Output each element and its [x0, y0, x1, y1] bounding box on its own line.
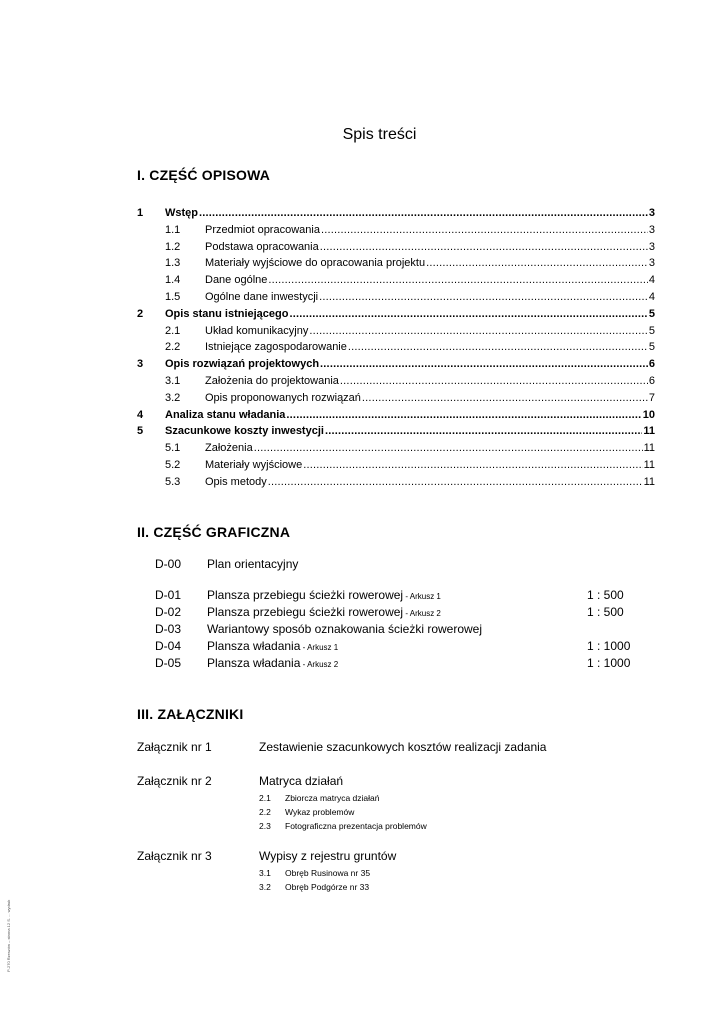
drawing-row	[155, 638, 655, 655]
annex-subitem-title: Wykaz problemów	[285, 807, 355, 817]
toc-page-number: 10	[642, 408, 655, 421]
drawing-code: D-02	[155, 605, 182, 619]
toc-leader-dots	[321, 222, 648, 239]
drawing-title-text: Plansza władania	[207, 656, 301, 670]
toc-title: Opis metody	[205, 475, 267, 488]
section-heading-annexes: III. ZAŁĄCZNIKI	[137, 706, 244, 722]
toc-number: 1.3	[165, 257, 181, 270]
toc-leader-dots	[362, 390, 648, 407]
toc-title: Przedmiot opracowania	[205, 223, 320, 236]
toc-leader-dots	[309, 323, 648, 340]
drawing-title-text: Plansza władania	[207, 639, 301, 653]
toc-row	[137, 440, 655, 457]
drawing-sheet: - Arkusz 1	[403, 592, 441, 601]
toc-title: Istniejące zagospodarowanie	[205, 341, 347, 354]
toc-title: Szacunkowe koszty inwestycji	[165, 425, 324, 438]
toc-page-number: 3	[648, 257, 655, 270]
toc-number: 5.2	[165, 458, 181, 471]
toc-row	[137, 474, 655, 491]
toc-leader-dots	[325, 423, 642, 440]
toc-page-number: 11	[643, 475, 655, 488]
toc-number: 2	[137, 307, 144, 320]
drawing-sheet: - Arkusz 1	[300, 643, 339, 652]
drawing-code: D-05	[155, 656, 182, 670]
drawing-row	[155, 556, 655, 573]
toc-leader-dots	[320, 356, 648, 373]
toc-row	[137, 390, 655, 407]
toc-title: Wstęp	[165, 207, 198, 219]
toc-number: 5.1	[165, 442, 181, 455]
annex-sublist	[259, 791, 427, 833]
annex-title: Wypisy z rejestru gruntów	[259, 849, 397, 863]
toc-row	[137, 239, 655, 256]
annex-subitem-number: 3.2	[259, 882, 271, 892]
toc-number: 2.2	[165, 341, 181, 354]
drawing-title	[207, 655, 338, 673]
toc-row	[137, 222, 655, 239]
section-heading-descriptive: I. CZĘŚĆ OPISOWA	[137, 167, 271, 183]
annex-subitem-title: Zbiorcza matryca działań	[285, 793, 380, 803]
toc-page-number: 3	[648, 207, 655, 219]
toc-leader-dots	[340, 373, 648, 390]
drawing-code: D-01	[155, 588, 182, 602]
toc-number: 1.5	[165, 290, 181, 303]
toc-leader-dots	[348, 339, 648, 356]
drawing-code: D-03	[155, 622, 182, 636]
toc-number: 3.2	[165, 391, 181, 404]
annex-label: Załącznik nr 1	[137, 740, 212, 754]
toc-row	[137, 255, 655, 272]
toc-leader-dots	[320, 239, 648, 256]
toc-number: 2.1	[165, 324, 181, 337]
drawing-sheet: - Arkusz 2	[300, 660, 339, 669]
toc-number: 1	[137, 207, 144, 219]
toc-page-number: 7	[648, 391, 655, 404]
annex-subitem	[259, 819, 427, 833]
drawing-title-text: Plan orientacyjny	[207, 557, 299, 571]
toc-row	[137, 423, 655, 440]
toc-leader-dots	[268, 272, 647, 289]
annex-subitem	[259, 880, 370, 894]
annex-subitem	[259, 791, 427, 805]
toc-number: 3	[137, 358, 144, 371]
annex-subitem-title: Fotograficzna prezentacja problemów	[285, 821, 427, 831]
toc-title: Założenia	[205, 442, 253, 455]
drawing-row	[155, 655, 655, 672]
annex-subitem-number: 2.1	[259, 793, 271, 803]
toc-page-number: 11	[643, 442, 655, 455]
drawing-title	[207, 621, 482, 638]
toc-title: Materiały wyjściowe	[205, 458, 303, 471]
toc-title: Opis rozwiązań projektowych	[165, 358, 320, 371]
toc-leader-dots	[254, 440, 643, 457]
toc-number: 5	[137, 425, 144, 438]
drawing-title	[207, 587, 441, 605]
drawing-scale: 1 : 500	[587, 605, 624, 619]
annex-label: Załącznik nr 2	[137, 774, 212, 788]
annex-subitem-number: 2.3	[259, 821, 271, 831]
toc-page-number: 6	[648, 358, 655, 371]
toc-row	[137, 373, 655, 390]
toc-leader-dots	[289, 306, 647, 323]
toc-leader-dots	[319, 289, 648, 306]
drawing-title	[207, 604, 441, 622]
toc-leader-dots	[286, 407, 641, 424]
section-heading-graphic: II. CZĘŚĆ GRAFICZNA	[137, 524, 291, 540]
drawing-title-text: Wariantowy sposób oznakowania ścieżki rowerowej	[207, 622, 483, 636]
annex-label: Załącznik nr 3	[137, 849, 212, 863]
toc-page-number: 5	[648, 324, 655, 337]
toc-title: Dane ogólne	[205, 274, 268, 287]
drawing-sheet: - Arkusz 2	[403, 609, 441, 618]
annex-subitem	[259, 866, 370, 880]
toc-leader-dots	[426, 255, 648, 272]
toc-number: 4	[137, 408, 144, 421]
annex-subitem-title: Obręb Rusinowa nr 35	[285, 868, 371, 878]
toc-title: Materiały wyjściowe do opracowania projektu	[205, 257, 426, 270]
drawing-code: D-00	[155, 557, 182, 571]
toc-title: Podstawa opracowania	[205, 240, 319, 253]
toc-row	[137, 289, 655, 306]
toc-leader-dots	[199, 205, 648, 222]
toc-page-number: 11	[643, 425, 655, 438]
side-note: P-270 Rzeszów – strona 12 S. ... wydruk	[6, 899, 11, 972]
drawing-scale: 1 : 500	[587, 588, 624, 602]
toc-row	[137, 205, 655, 222]
page-title: Spis treści	[342, 126, 417, 143]
drawing-code: D-04	[155, 639, 182, 653]
toc-page-number: 5	[648, 341, 655, 354]
toc-number: 1.1	[165, 223, 181, 236]
annex-title: Zestawienie szacunkowych kosztów realizacji zadania	[259, 740, 547, 754]
annex-subitem-title: Obręb Podgórze nr 33	[285, 882, 370, 892]
toc-number: 5.3	[165, 475, 181, 488]
toc-row	[137, 339, 655, 356]
table-of-contents	[137, 205, 655, 491]
toc-title: Opis stanu istniejącego	[165, 307, 289, 320]
drawing-title-text: Plansza przebiegu ścieżki rowerowej	[207, 605, 404, 619]
annex-subitem-number: 3.1	[259, 868, 271, 878]
drawing-title	[207, 638, 338, 656]
toc-row	[137, 457, 655, 474]
toc-title: Układ komunikacyjny	[205, 324, 309, 337]
toc-page-number: 3	[648, 223, 655, 236]
annex-sublist	[259, 866, 370, 894]
toc-row	[137, 407, 655, 424]
toc-page-number: 4	[648, 274, 655, 287]
drawing-row	[155, 587, 655, 604]
toc-page-number: 6	[648, 374, 655, 387]
drawing-title	[207, 556, 298, 573]
drawing-row	[155, 604, 655, 621]
drawing-scale: 1 : 1000	[587, 639, 631, 653]
drawing-row	[155, 621, 655, 638]
toc-title: Ogólne dane inwestycji	[205, 290, 319, 303]
annex-subitem-number: 2.2	[259, 807, 271, 817]
toc-page-number: 5	[648, 307, 655, 320]
toc-page-number: 11	[643, 458, 655, 471]
annex-title: Matryca działań	[259, 774, 344, 788]
toc-number: 3.1	[165, 374, 181, 387]
toc-leader-dots	[303, 457, 642, 474]
annex-subitem	[259, 805, 427, 819]
toc-leader-dots	[268, 474, 643, 491]
toc-title: Analiza stanu władania	[165, 408, 286, 421]
toc-number: 1.4	[165, 274, 181, 287]
toc-row	[137, 306, 655, 323]
drawing-scale: 1 : 1000	[587, 656, 631, 670]
toc-page-number: 3	[648, 240, 655, 253]
toc-row	[137, 272, 655, 289]
drawing-title-text: Plansza przebiegu ścieżki rowerowej	[207, 588, 404, 602]
toc-number: 1.2	[165, 240, 181, 253]
toc-title: Założenia do projektowania	[205, 374, 339, 387]
toc-row	[137, 356, 655, 373]
toc-row	[137, 323, 655, 340]
toc-title: Opis proponowanych rozwiązań	[205, 391, 361, 404]
toc-page-number: 4	[648, 290, 655, 303]
